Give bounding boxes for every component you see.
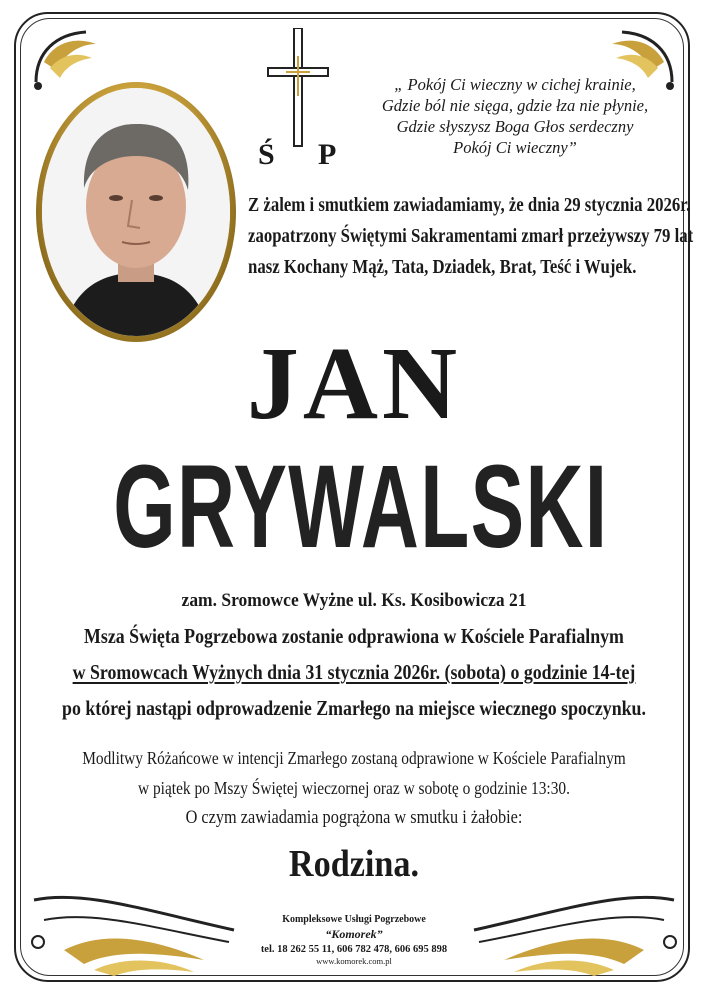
intro-line: Z żalem i smutkiem zawiadamiamy, że dnia 29 stycznia 2026r. bbox=[248, 195, 691, 216]
company-website[interactable]: www.komorek.com.pl bbox=[316, 956, 392, 966]
announcement-intro bbox=[248, 190, 694, 283]
prayer-line: w piątek po Mszy Świętej wieczornej oraz w sobotę o godzinie 13:30. bbox=[138, 778, 570, 798]
funeral-line: po której nastąpi odprowadzenie Zmarłego na miejsce wiecznego spoczynku. bbox=[62, 696, 646, 720]
cross-icon bbox=[266, 28, 330, 148]
closing-line: O czym zawiadamia pogrążona w smutku i żałobie: bbox=[185, 808, 523, 828]
funeral-date-text: w Sromowcach Wyżnych dnia 31 stycznia 2026r. (sobota) o godzinie 14-tej bbox=[72, 660, 636, 684]
deceased-address: zam. Sromowce Wyżne ul. Ks. Kosibowicza 21 bbox=[181, 590, 527, 611]
company-tagline: Kompleksowe Usługi Pogrzebowe bbox=[282, 914, 426, 925]
poem-line: Pokój Ci wieczny” bbox=[453, 138, 577, 157]
deceased-last-name: GRYWALSKI bbox=[113, 441, 609, 573]
intro-line: zaopatrzony Świętymi Sakramentami zmarł przeżywszy 79 lat bbox=[248, 226, 694, 247]
poem-line: Gdzie ból nie sięga, gdzie łza nie płynie, bbox=[381, 96, 649, 115]
bottom-left-ornament bbox=[24, 880, 244, 980]
poem bbox=[336, 74, 694, 158]
funeral-company bbox=[232, 914, 476, 980]
funeral-line-underlined bbox=[53, 660, 655, 685]
company-name: “Komorek” bbox=[325, 927, 383, 941]
portrait-frame bbox=[36, 82, 236, 342]
poem-line: Gdzie słyszysz Boga Głos serdeczny bbox=[396, 117, 634, 136]
funeral-line: Msza Święta Pogrzebowa zostanie odprawiona w Kościele Parafialnym bbox=[84, 624, 624, 648]
top-left-ornament bbox=[26, 22, 106, 102]
company-phones: tel. 18 262 55 11, 606 782 478, 606 695 898 bbox=[260, 944, 448, 955]
prayer-line: Modlitwy Różańcowe w intencji Zmarłego zostaną odprawione w Kościele Parafialnym bbox=[82, 748, 626, 768]
initial-left: Ś bbox=[258, 138, 275, 171]
intro-line: nasz Kochany Mąż, Tata, Dziadek, Brat, Teść i Wujek. bbox=[248, 257, 637, 278]
family-signature: Rodzina. bbox=[288, 843, 420, 885]
deceased-first-name: JAN bbox=[246, 326, 462, 441]
poem-line: „ Pokój Ci wieczny w cichej krainie, bbox=[394, 75, 636, 94]
initial-right: P bbox=[318, 138, 337, 171]
bottom-right-ornament bbox=[464, 880, 684, 980]
portrait-photo bbox=[42, 88, 230, 336]
